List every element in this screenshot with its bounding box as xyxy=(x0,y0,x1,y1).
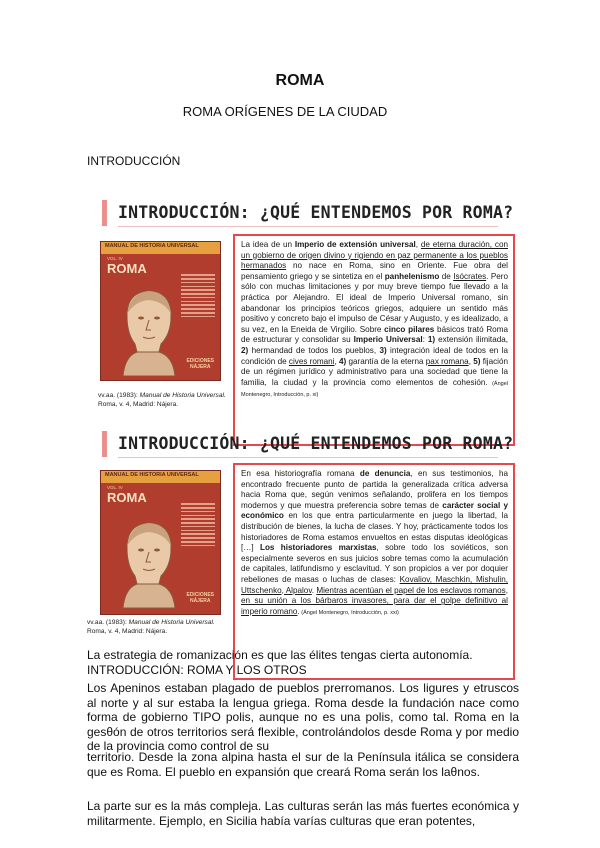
slide-accent-bar xyxy=(102,431,107,457)
book-name: ROMA xyxy=(107,490,147,505)
book-cover xyxy=(100,470,221,615)
book-volume: VOL. IV xyxy=(107,485,123,490)
book-contents-lines xyxy=(181,272,215,320)
book-caption: vv.aa. (1983): Manual de Historia Universal. Roma, v. 4, Madrid: Nájera. xyxy=(87,619,215,635)
book-series-band xyxy=(101,242,220,254)
book-series-band xyxy=(101,471,220,483)
slide-2 xyxy=(98,434,528,680)
book-caption: vv.aa. (1983): Manual de Historia Universal. Roma, v. 4, Madrid: Nájera. xyxy=(98,392,226,408)
book-publisher: EDICIONES NÁJERA xyxy=(186,358,214,370)
quote-citation: (Ángel Montenegro, Introducción, p. xi) xyxy=(241,380,508,399)
slide-title: INTRODUCCIÓN: ¿QUÉ ENTENDEMOS POR ROMA? xyxy=(118,203,514,222)
paragraph-sur: La parte sur es la más compleja. Las culturas serán las más fuertes económica y militarmente. Ejemplo, en Sicilia había varías culturas que eran potentes, xyxy=(87,799,519,828)
quote-box: La idea de un Imperio de extensión universal, de eterna duración, con un gobierno de origen divino y rigiendo en paz permanente a los pueblos hermanados no nace en Roma, sino en Oriente. Fue obra del pensamiento griego y se sintetiza en el panhelenismo de Isócrates. Pero sólo con muchas limitaciones y por muy breve tiempo fue llevado a la práctica por Alejandro. El ideal de Imperio Universal romano, sin abandonar los principios teóricos griegos, adquiere un sentido más positivo y concreto bajo el impulso de César y Augusto, y es idealizado, a su vez, en la Eneida de Virgilio. Sobre cinco pilares básicos trató Roma de estructurar y consolidar su Imperio Universal: 1) extensión ilimitada, 2) hermandad de todos los pueblos, 3) integración ideal de todos en la condición de cives romani, 4) garantía de la eterna pax romana, 5) fijación de un régimen jurídico y administrativo para una sociedad que tiene la familia, la ciudad y la provincia como elementos de cohesión. (Ángel Montenegro, Introducción, p. xi) xyxy=(233,234,515,446)
slide-title: INTRODUCCIÓN: ¿QUÉ ENTENDEMOS POR ROMA? xyxy=(118,434,514,453)
book-series: MANUAL DE HISTORIA UNIVERSAL xyxy=(105,243,199,249)
book-publisher: EDICIONES NÁJERA xyxy=(186,592,214,604)
slide-title-underline xyxy=(118,226,498,227)
book-name: ROMA xyxy=(107,261,147,276)
document-subtitle: ROMA ORÍGENES DE LA CIUDAD xyxy=(182,104,388,119)
section-heading: INTRODUCCIÓN xyxy=(87,154,181,168)
slide-title-underline xyxy=(118,457,498,458)
slide-1 xyxy=(98,203,528,446)
paragraph-apeninos: Los Apeninos estaban plagado de pueblos prerromanos. Los ligures y etruscos al norte y al sur estaba la lengua griega. Roma desde la fundación nace como forma de gobierno TIPO polis, aunque no es una polis, como tal. Roma en la gesθón de otros territorios será flexible, controlándolos desde Roma y por medio de la provincia como control de su xyxy=(87,681,519,754)
roman-bust-image xyxy=(113,286,183,376)
book-series: MANUAL DE HISTORIA UNIVERSAL xyxy=(105,472,199,478)
book-cover xyxy=(100,241,221,381)
book-contents-lines xyxy=(181,501,215,549)
book-volume: VOL. IV xyxy=(107,256,123,261)
quote-box: En esa historiografía romana de denuncia, en sus testimonios, ha encontrado frecuente punto de partida la generalizada crítica adversa hacia Roma que, según venimos señalando, prolifera en los tiempos modernos y que muestra preferencia sobre temas de carácter social y económico en los que entra particularmente en juego la libertad, la distribución de bienes, la lucha de clases. Y hoy, prácticamente todos los historiadores de Roma estamos envueltos en estas disputas ideológicas […] Los historiadores marxistas, sobre todo los soviéticos, son especialmente severos en sus juicios sobre temas como la acumulación de capitales, latifundismo y esclavitud. Y son propicios a ver por doquier rebeliones de masas o luchas de clases: Kovaliov, Maschkin, Mishulin, Uttschenko, Alpalov. Mientras acentúan el papel de los esclavos romanos, en su unión a los bárbaros invasores, para dar el golpe definitivo al imperio romano. (Ángel Montenegro, Introducción, p. xxi) xyxy=(233,463,515,680)
document-title: ROMA xyxy=(275,72,325,89)
quote-citation: (Ángel Montenegro, Introducción, p. xxi) xyxy=(299,609,399,616)
slide-accent-bar xyxy=(102,200,107,226)
paragraph-territorio: territorio. Desde la zona alpina hasta el sur de la Península itálica se considera que es Roma. El pueblo en expansión que creará Roma serán los laθnos. xyxy=(87,750,519,779)
section-heading-2: INTRODUCCIÓN: ROMA Y LOS OTROS xyxy=(87,663,307,677)
paragraph-elites: La estrategia de romanización es que las élites tengas cierta autonomía. xyxy=(87,648,473,662)
roman-bust-image xyxy=(113,517,183,609)
